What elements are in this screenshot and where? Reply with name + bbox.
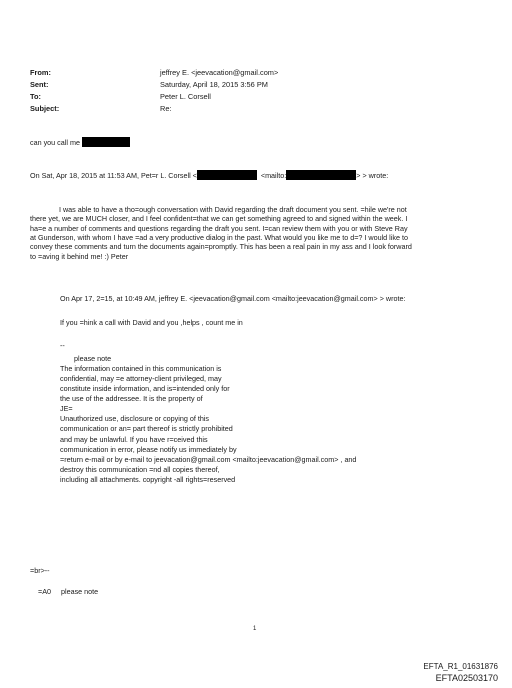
paragraph-line: there yet, we are MUCH closer, and I feel confident=that we can get something agreed to and signed within the week. I bbox=[30, 214, 408, 224]
bates-stamp-r1: EFTA_R1_01631876 bbox=[423, 662, 498, 671]
disclaimer-block bbox=[60, 364, 356, 485]
call-line-text: can you call me bbox=[30, 138, 80, 147]
quote-header-1 bbox=[30, 170, 388, 180]
redaction-bar bbox=[82, 137, 130, 147]
disclaimer-line: and may be unlawful. If you have r=ceived this bbox=[60, 434, 208, 444]
from-label: From: bbox=[30, 68, 51, 77]
redaction-bar bbox=[197, 170, 257, 180]
signature-dashes: -- bbox=[60, 341, 65, 350]
quote-header-1-end: > > wrote: bbox=[356, 171, 389, 180]
disclaimer-line: =return e-mail or by e-mail to jeevacation@gmail.com <mailto:jeevacation@gmail.com> , and bbox=[60, 454, 357, 464]
message-paragraph bbox=[30, 205, 500, 261]
quote-header-1-text: On Sat, Apr 18, 2015 at 11:53 AM, Pet=r L. Corsell < bbox=[30, 171, 197, 180]
sent-value: Saturday, April 18, 2015 3:56 PM bbox=[160, 80, 268, 89]
disclaimer-line: communication in error, please notify us immediately by bbox=[60, 444, 237, 454]
a0-prefix: =A0 bbox=[38, 587, 51, 596]
disclaimer-line: JE= bbox=[60, 404, 73, 414]
think-line: If you =hink a call with David and you ,helps , count me in bbox=[60, 318, 243, 327]
quote-header-1-mailto: <mailto: bbox=[260, 171, 287, 180]
call-line bbox=[30, 137, 130, 147]
a0-text: please note bbox=[61, 587, 99, 596]
bates-stamp: EFTA02503170 bbox=[435, 673, 498, 683]
paragraph-line: I was able to have a tho=ough conversation with David regarding the draft document you sent. =hile we're not bbox=[59, 205, 407, 214]
disclaimer-line: The information contained in this communication is bbox=[60, 364, 222, 373]
br-line: =br>-- bbox=[30, 566, 50, 575]
disclaimer-line: destroy this communication =nd all copies thereof, bbox=[60, 464, 220, 474]
sent-label: Sent: bbox=[30, 80, 49, 89]
paragraph-line: to =aving it behind me! :) Peter bbox=[30, 251, 129, 261]
from-value: jeffrey E. <jeevacation@gmail.com> bbox=[160, 68, 279, 77]
subject-value: Re: bbox=[160, 104, 172, 113]
a0-line bbox=[38, 587, 98, 596]
redaction-bar bbox=[286, 170, 356, 180]
paragraph-line: at Gunderson, with whom I have =ad a very productive dialog in the past. What would you like me to d=? I would like to bbox=[30, 233, 408, 243]
subject-label: Subject: bbox=[30, 104, 60, 113]
disclaimer-line: the use of the addressee. It is the property of bbox=[60, 394, 203, 404]
paragraph-line: convey these comments and turn the documents again=promptly. This has been a real pain in my ass and I look forward bbox=[30, 242, 412, 252]
to-label: To: bbox=[30, 92, 41, 101]
disclaimer-line: constitute inside information, and is=intended only for bbox=[60, 384, 230, 394]
page-number: 1 bbox=[253, 626, 257, 632]
disclaimer-line: Unauthorized use, disclosure or copying of this bbox=[60, 414, 210, 424]
disclaimer-line: including all attachments. copyright -all rights=reserved bbox=[60, 474, 236, 484]
quote-header-2: On Apr 17, 2=15, at 10:49 AM, jeffrey E. <jeevacation@gmail.com <mailto:jeevacation@gmail.com> > wrote: bbox=[60, 294, 406, 303]
disclaimer-line: confidential, may =e attorney-client privileged, may bbox=[60, 374, 222, 384]
paragraph-line: ha=e a number of comments and questions regarding the draft you sent. I=can review them with you or with Steve Ray bbox=[30, 223, 408, 233]
to-value: Peter L. Corsell bbox=[160, 92, 211, 101]
please-note: please note bbox=[74, 354, 112, 363]
disclaimer-line: communication or an= part thereof is strictly prohibited bbox=[60, 424, 233, 434]
